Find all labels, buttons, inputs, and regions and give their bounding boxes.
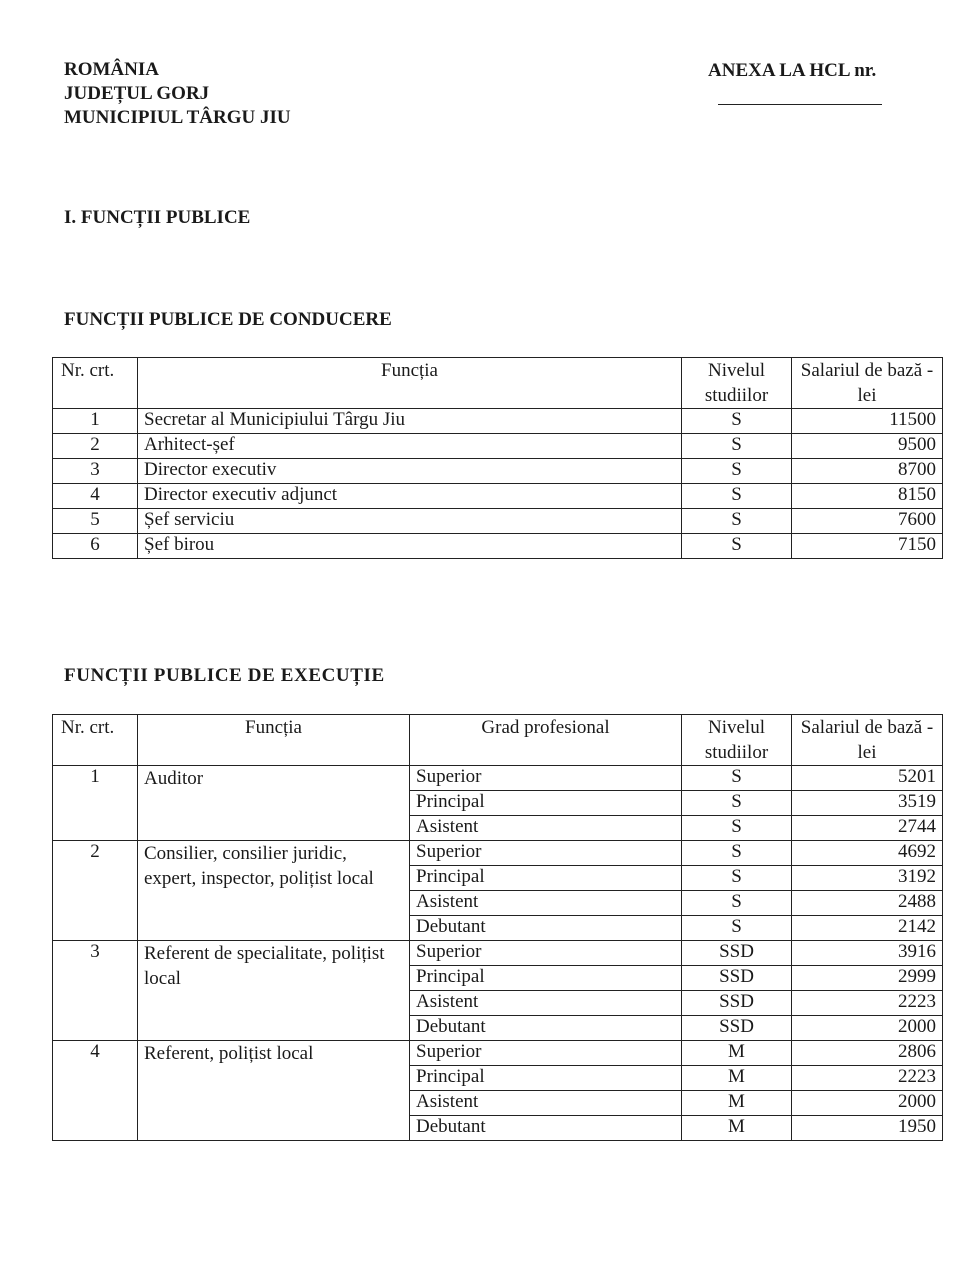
row-functia: Șef serviciu xyxy=(138,509,682,534)
row-salariu: 2000 xyxy=(792,1091,943,1116)
row-salariu: 2000 xyxy=(792,1016,943,1041)
row-salariu: 3916 xyxy=(792,941,943,966)
row-nivel: S xyxy=(682,866,792,891)
conducere-title: FUNCȚII PUBLICE DE CONDUCERE xyxy=(64,309,392,330)
table-row xyxy=(53,534,943,559)
row-grad: Asistent xyxy=(410,991,682,1016)
row-salariu: 2744 xyxy=(792,816,943,841)
row-grad: Principal xyxy=(410,866,682,891)
conducere-header-row xyxy=(53,358,943,409)
row-grad: Superior xyxy=(410,941,682,966)
col-functia: Funcția xyxy=(138,715,410,766)
row-grad: Debutant xyxy=(410,916,682,941)
issuer-county: JUDEȚUL GORJ xyxy=(64,83,210,104)
row-functia: Referent, polițist local xyxy=(138,1041,410,1141)
row-nivel: S xyxy=(682,916,792,941)
row-nivel: M xyxy=(682,1041,792,1066)
row-salariu: 8700 xyxy=(792,459,943,484)
col-salariu: Salariul de bază - lei xyxy=(792,715,943,766)
row-salariu: 11500 xyxy=(792,409,943,434)
row-salariu: 1950 xyxy=(792,1116,943,1141)
row-grad: Debutant xyxy=(410,1016,682,1041)
row-nivel: M xyxy=(682,1091,792,1116)
row-nivel: S xyxy=(682,434,792,459)
row-grad: Principal xyxy=(410,791,682,816)
row-nivel: S xyxy=(682,816,792,841)
row-functia: Arhitect-șef xyxy=(138,434,682,459)
row-functia: Șef birou xyxy=(138,534,682,559)
row-salariu: 7600 xyxy=(792,509,943,534)
row-functia: Director executiv xyxy=(138,459,682,484)
row-nivel: SSD xyxy=(682,1016,792,1041)
section-title: I. FUNCȚII PUBLICE xyxy=(64,207,251,228)
issuer-country: ROMÂNIA xyxy=(64,59,159,80)
row-salariu: 2223 xyxy=(792,1066,943,1091)
table-row xyxy=(53,766,943,791)
row-salariu: 2142 xyxy=(792,916,943,941)
row-nr: 1 xyxy=(53,409,138,434)
row-nivel: S xyxy=(682,509,792,534)
col-functia: Funcția xyxy=(138,358,682,409)
col-nivel: Nivelul studiilor xyxy=(682,715,792,766)
row-salariu: 4692 xyxy=(792,841,943,866)
annex-number-line xyxy=(718,104,882,105)
row-functia: Director executiv adjunct xyxy=(138,484,682,509)
row-nivel: S xyxy=(682,766,792,791)
row-functia: Referent de specialitate, polițist local xyxy=(138,941,410,1041)
table-row xyxy=(53,941,943,966)
row-nivel: S xyxy=(682,459,792,484)
row-grad: Debutant xyxy=(410,1116,682,1141)
row-nr: 4 xyxy=(53,484,138,509)
row-grad: Asistent xyxy=(410,891,682,916)
row-nivel: SSD xyxy=(682,991,792,1016)
row-nr: 1 xyxy=(53,766,138,841)
row-salariu: 2999 xyxy=(792,966,943,991)
row-nivel: SSD xyxy=(682,941,792,966)
table-row xyxy=(53,484,943,509)
row-nivel: M xyxy=(682,1066,792,1091)
row-salariu: 2223 xyxy=(792,991,943,1016)
conducere-table xyxy=(52,357,943,559)
row-nivel: S xyxy=(682,791,792,816)
row-nivel: M xyxy=(682,1116,792,1141)
row-nivel: S xyxy=(682,891,792,916)
issuer-block xyxy=(64,58,291,130)
row-nr: 5 xyxy=(53,509,138,534)
table-row xyxy=(53,509,943,534)
executie-header-row xyxy=(53,715,943,766)
row-functia: Secretar al Municipiului Târgu Jiu xyxy=(138,409,682,434)
col-salariu: Salariul de bază - lei xyxy=(792,358,943,409)
annex-title: ANEXA LA HCL nr. xyxy=(708,60,877,81)
table-row xyxy=(53,434,943,459)
row-nivel: SSD xyxy=(682,966,792,991)
row-salariu: 8150 xyxy=(792,484,943,509)
row-salariu: 2806 xyxy=(792,1041,943,1066)
row-nivel: S xyxy=(682,534,792,559)
row-nivel: S xyxy=(682,409,792,434)
row-nr: 6 xyxy=(53,534,138,559)
row-grad: Superior xyxy=(410,766,682,791)
col-nivel: Nivelul studiilor xyxy=(682,358,792,409)
table-row xyxy=(53,1041,943,1066)
row-grad: Superior xyxy=(410,1041,682,1066)
row-nr: 3 xyxy=(53,459,138,484)
row-salariu: 9500 xyxy=(792,434,943,459)
executie-table xyxy=(52,714,943,1141)
row-nr: 3 xyxy=(53,941,138,1041)
row-functia: Auditor xyxy=(138,766,410,841)
row-salariu: 3192 xyxy=(792,866,943,891)
table-row xyxy=(53,459,943,484)
row-grad: Principal xyxy=(410,966,682,991)
table-row xyxy=(53,409,943,434)
row-nivel: S xyxy=(682,484,792,509)
row-grad: Principal xyxy=(410,1066,682,1091)
row-nr: 4 xyxy=(53,1041,138,1141)
row-nr: 2 xyxy=(53,841,138,941)
row-salariu: 7150 xyxy=(792,534,943,559)
row-grad: Asistent xyxy=(410,816,682,841)
issuer-municipality: MUNICIPIUL TÂRGU JIU xyxy=(64,107,291,128)
row-nivel: S xyxy=(682,841,792,866)
table-row xyxy=(53,841,943,866)
col-grad: Grad profesional xyxy=(410,715,682,766)
row-salariu: 3519 xyxy=(792,791,943,816)
col-nr-crt: Nr. crt. xyxy=(53,715,138,766)
col-nr-crt: Nr. crt. xyxy=(53,358,138,409)
row-grad: Asistent xyxy=(410,1091,682,1116)
row-nr: 2 xyxy=(53,434,138,459)
row-salariu: 5201 xyxy=(792,766,943,791)
row-salariu: 2488 xyxy=(792,891,943,916)
row-functia: Consilier, consilier juridic, expert, inspector, polițist local xyxy=(138,841,410,941)
executie-title: FUNCȚII PUBLICE DE EXECUȚIE xyxy=(64,665,385,686)
row-grad: Superior xyxy=(410,841,682,866)
